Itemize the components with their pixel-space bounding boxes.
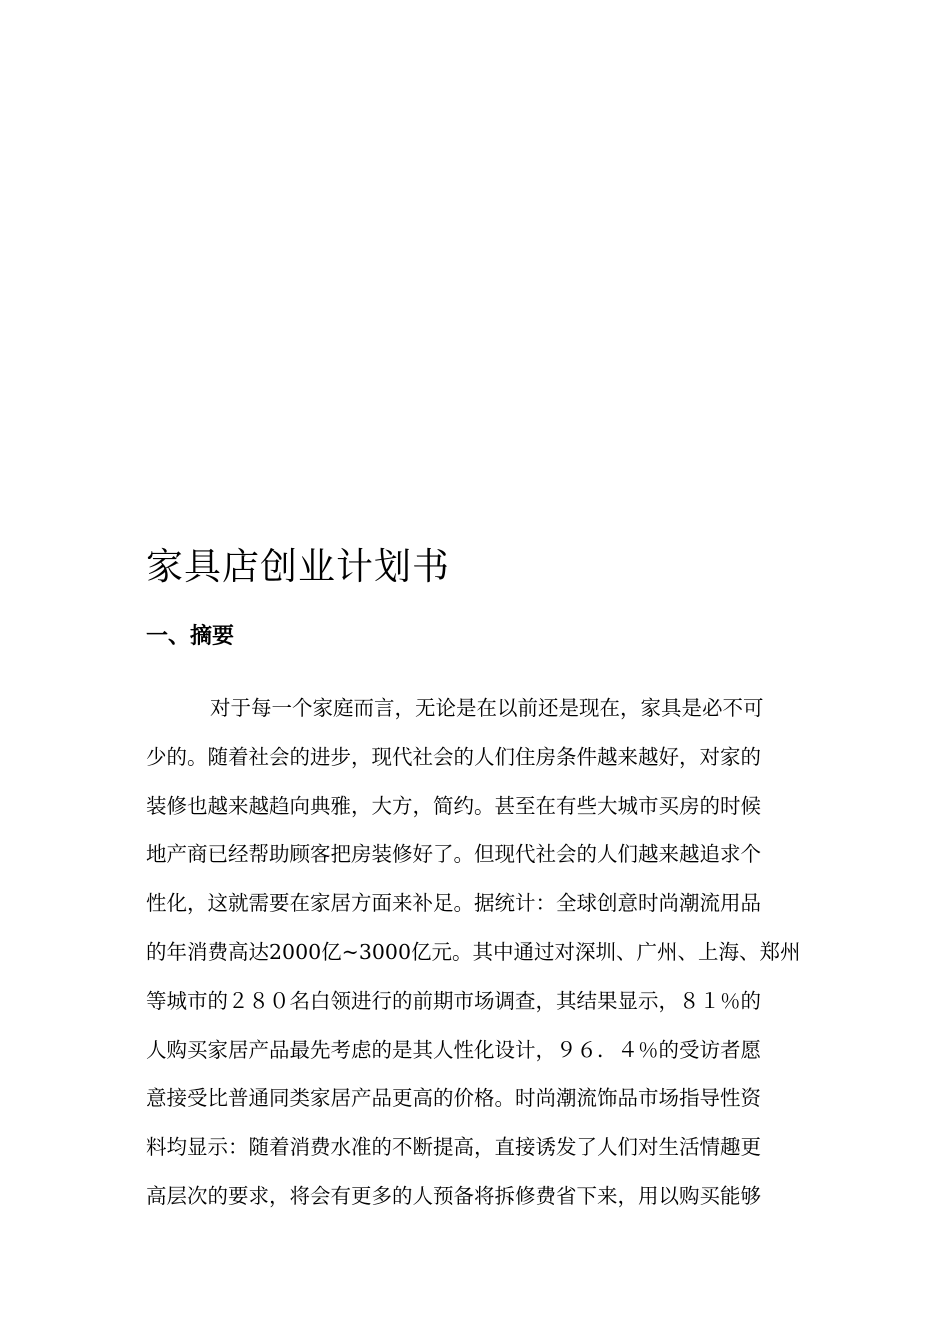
section-heading-summary: 一、摘要 xyxy=(146,624,235,649)
paragraph-line: 装修也越来越趋向典雅，大方，简约。甚至在有些大城市买房的时候 xyxy=(146,793,761,818)
paragraph-line: 高层次的要求，将会有更多的人预备将拆修费省下来，用以购买能够 xyxy=(146,1183,761,1208)
paragraph-line: 等城市的２８０名白领进行的前期市场调查，其结果显示，８１％的 xyxy=(146,988,761,1013)
paragraph-line: 对于每一个家庭而言，无论是在以前还是现在，家具是必不可 xyxy=(210,696,764,720)
paragraph-line: 人购买家居产品最先考虑的是其人性化设计，９６．４％的受访者愿 xyxy=(146,1037,761,1062)
paragraph-line: 意接受比普通同类家居产品更高的价格。时尚潮流饰品市场指导性资 xyxy=(146,1086,761,1111)
paragraph-line: 少的。随着社会的进步，现代社会的人们住房条件越来越好，对家的 xyxy=(146,744,761,769)
summary-paragraph xyxy=(146,688,810,1225)
paragraph-line: 地产商已经帮助顾客把房装修好了。但现代社会的人们越来越追求个 xyxy=(146,842,761,867)
paragraph-line: 性化，这就需要在家居方面来补足。据统计：全球创意时尚潮流用品 xyxy=(146,891,761,916)
paragraph-line: 的年消费高达2000亿~3000亿元。其中通过对深圳、广州、上海、郑州 xyxy=(146,939,801,964)
document-title: 家具店创业计划书 xyxy=(146,545,450,588)
paragraph-line: 料均显示：随着消费水准的不断提高，直接诱发了人们对生活情趣更 xyxy=(146,1135,761,1160)
